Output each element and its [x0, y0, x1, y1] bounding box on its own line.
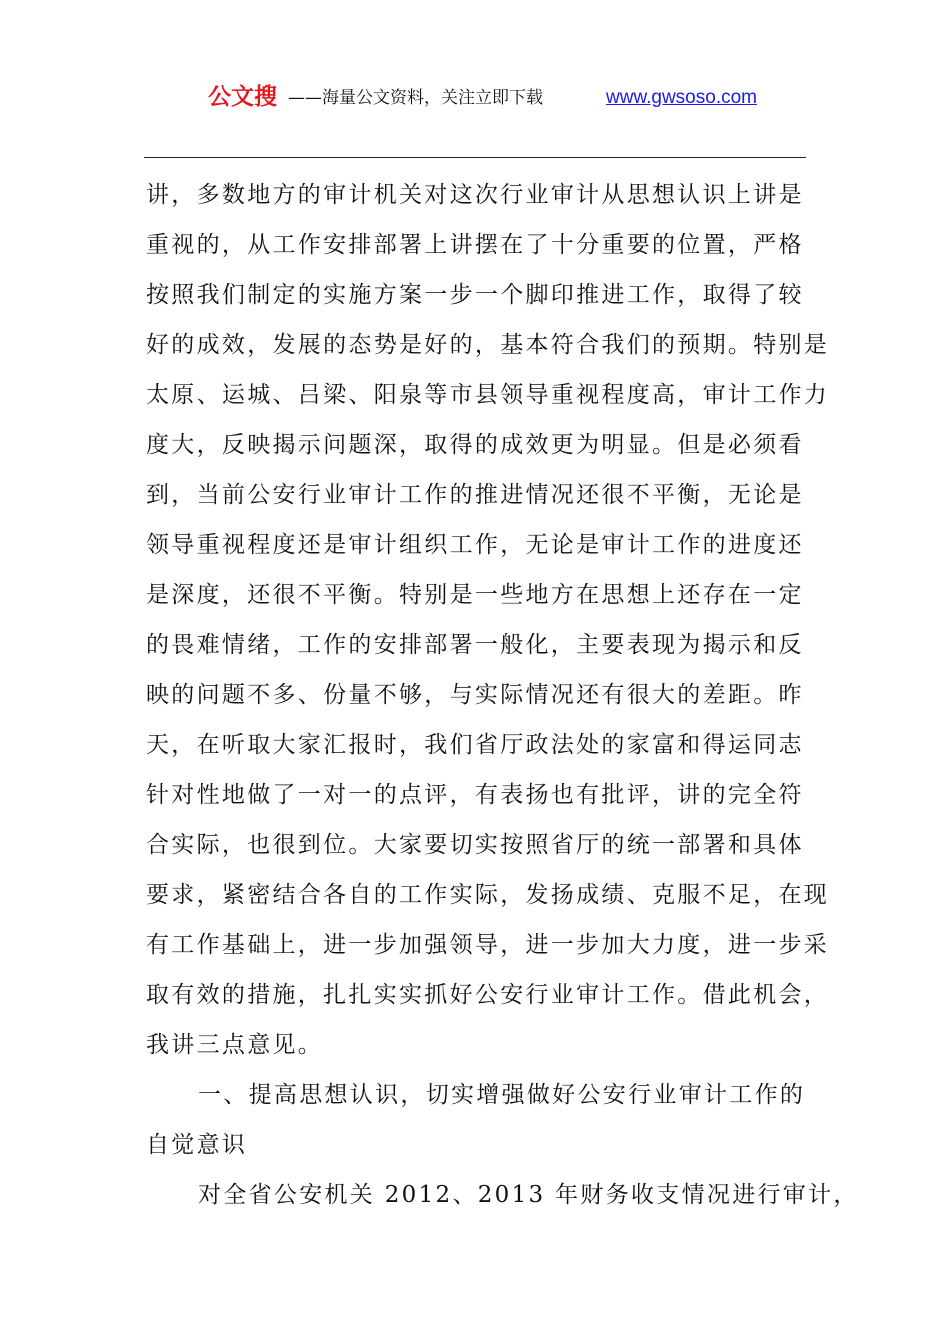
header-divider — [144, 157, 806, 158]
body-line: 映的问题不多、份量不够，与实际情况还有很大的差距。昨 — [146, 682, 804, 708]
body-line: 取有效的措施，扎扎实实抓好公安行业审计工作。借此机会， — [146, 982, 830, 1008]
body-line: 合实际，也很到位。大家要切实按照省厅的统一部署和具体 — [146, 832, 804, 858]
body-line: 我讲三点意见。 — [146, 1032, 324, 1058]
body-line: 是深度，还很不平衡。特别是一些地方在思想上还存在一定 — [146, 582, 804, 608]
brand-logo-text: 公文搜 — [208, 84, 277, 110]
body-line: 讲，多数地方的审计机关对这次行业审计从思想认识上讲是 — [146, 182, 804, 208]
body-line: 的畏难情绪，工作的安排部署一般化，主要表现为揭示和反 — [146, 632, 804, 658]
body-line: 天，在听取大家汇报时，我们省厅政法处的家富和得运同志 — [146, 732, 804, 758]
body-line: 好的成效，发展的态势是好的，基本符合我们的预期。特别是 — [146, 332, 830, 358]
body-line: 度大，反映揭示问题深，取得的成效更为明显。但是必须看 — [146, 432, 804, 458]
body-line: 太原、运城、吕梁、阳泉等市县领导重视程度高，审计工作力 — [146, 382, 830, 408]
body-line: 要求，紧密结合各自的工作实际，发扬成绩、克服不足，在现 — [146, 882, 830, 908]
page-header — [0, 80, 950, 120]
section-heading-line: 自觉意识 — [146, 1132, 248, 1158]
body-line: 重视的，从工作安排部署上讲摆在了十分重要的位置，严格 — [146, 232, 804, 258]
body-line: 按照我们制定的实施方案一步一个脚印推进工作，取得了较 — [146, 282, 804, 308]
section-heading-line: 一、提高思想认识，切实增强做好公安行业审计工作的 — [198, 1082, 806, 1108]
body-line: 对全省公安机关 2012、2013 年财务收支情况进行审计， — [198, 1182, 859, 1208]
body-line: 领导重视程度还是审计组织工作，无论是审计工作的进度还 — [146, 532, 804, 558]
body-line: 针对性地做了一对一的点评，有表扬也有批评，讲的完全符 — [146, 782, 804, 808]
body-line: 有工作基础上，进一步加强领导，进一步加大力度，进一步采 — [146, 932, 830, 958]
header-tagline: ——海量公文资料，关注立即下载 — [288, 88, 543, 108]
body-line: 到，当前公安行业审计工作的推进情况还很不平衡，无论是 — [146, 482, 804, 508]
document-body — [146, 170, 859, 1220]
site-link[interactable]: www.gwsoso.com — [606, 87, 757, 108]
